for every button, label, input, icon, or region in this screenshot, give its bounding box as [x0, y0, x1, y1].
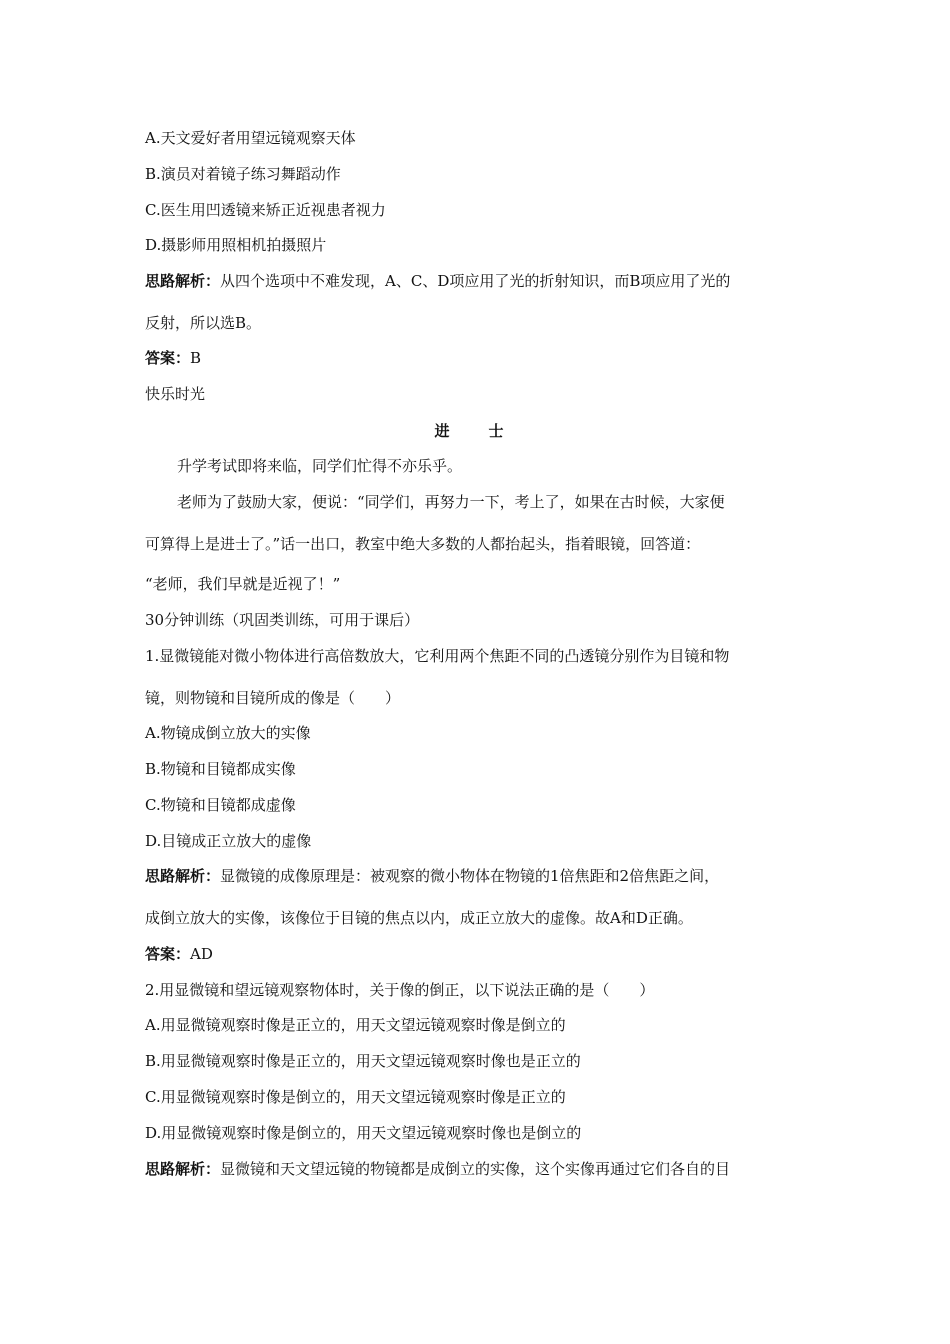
q1-answer-label: 答案： [145, 945, 191, 963]
story-title: 进 士 [434, 422, 516, 440]
option-c: C.医生用凹透镜来矫正近视患者视力 [145, 201, 386, 219]
option-b: B.演员对着镜子练习舞蹈动作 [145, 165, 341, 183]
q2-option-a: A.用显微镜观察时像是正立的，用天文望远镜观察时像是倒立的 [145, 1016, 566, 1034]
q1-analysis-continuation: 成倒立放大的实像，该像位于目镜的焦点以内，成正立放大的虚像。故A和D正确。 [145, 909, 693, 927]
q1-analysis-line [145, 866, 719, 886]
q1-analysis-label: 思路解析： [145, 867, 221, 885]
q2-analysis-line [145, 1159, 730, 1179]
q2-analysis-label: 思路解析： [145, 1160, 221, 1178]
option-d: D.摄影师用照相机拍摄照片 [145, 236, 327, 254]
answer-value: B [190, 349, 202, 367]
training-heading: 30分钟训练（巩固类训练，可用于课后） [145, 611, 420, 629]
q2-option-c: C.用显微镜观察时像是倒立的，用天文望远镜观察时像是正立的 [145, 1088, 566, 1106]
analysis-line [145, 271, 730, 291]
answer-label: 答案： [145, 349, 191, 367]
analysis-continuation: 反射，所以选B。 [145, 314, 262, 332]
question-2-stem: 2.用显微镜和望远镜观察物体时，关于像的倒正，以下说法正确的是（ ） [145, 981, 655, 999]
q1-answer-value: AD [190, 945, 213, 963]
answer-line [145, 348, 201, 368]
q1-option-a: A.物镜成倒立放大的实像 [145, 724, 311, 742]
analysis-label: 思路解析： [145, 272, 221, 290]
q2-analysis-text: 显微镜和天文望远镜的物镜都是成倒立的实像，这个实像再通过它们各自的目 [220, 1160, 731, 1178]
question-1-stem-cont: 镜，则物镜和目镜所成的像是（ ） [145, 689, 401, 707]
story-paragraph-2: 老师为了鼓励大家，便说：“同学们，再努力一下，考上了，如果在古时候，大家便 [177, 493, 725, 511]
story-paragraph-1: 升学考试即将来临，同学们忙得不亦乐乎。 [177, 457, 463, 475]
section-heading-happy-time: 快乐时光 [145, 385, 206, 403]
q1-option-b: B.物镜和目镜都成实像 [145, 760, 296, 778]
q2-option-b: B.用显微镜观察时像是正立的，用天文望远镜观察时像也是正立的 [145, 1052, 581, 1070]
q1-option-c: C.物镜和目镜都成虚像 [145, 796, 296, 814]
q1-option-d: D.目镜成正立放大的虚像 [145, 832, 312, 850]
q1-analysis-text: 显微镜的成像原理是：被观察的微小物体在物镜的1倍焦距和2倍焦距之间， [220, 867, 720, 885]
story-paragraph-2-cont: 可算得上是进士了。”话一出口，教室中绝大多数的人都抬起头，指着眼镜，回答道： [145, 535, 701, 553]
question-1-stem: 1.显微镜能对微小物体进行高倍数放大，它利用两个焦距不同的凸透镜分别作为目镜和物 [145, 647, 730, 665]
option-a: A.天文爱好者用望远镜观察天体 [145, 129, 356, 147]
analysis-text: 从四个选项中不难发现，A、C、D项应用了光的折射知识，而B项应用了光的 [220, 272, 731, 290]
q2-option-d: D.用显微镜观察时像是倒立的，用天文望远镜观察时像也是倒立的 [145, 1124, 582, 1142]
q1-answer-line [145, 944, 213, 964]
story-paragraph-2-end: “老师，我们早就是近视了！” [145, 575, 341, 593]
